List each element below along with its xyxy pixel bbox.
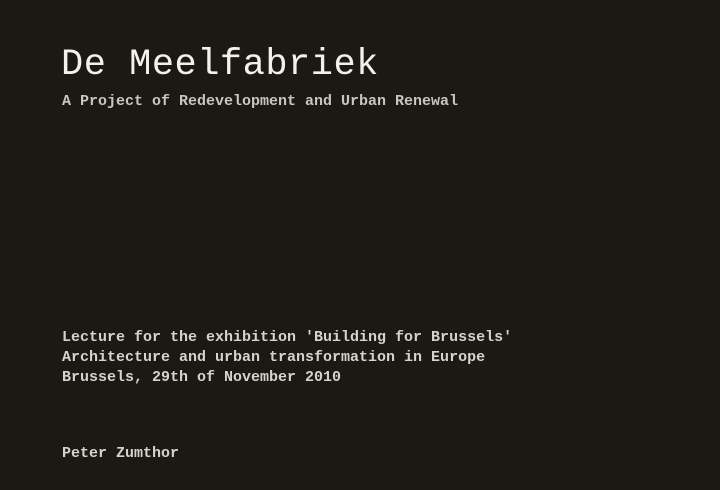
slide-title: De Meelfabriek: [61, 44, 379, 86]
lecture-info-line: Architecture and urban transformation in Europe: [62, 349, 486, 366]
lecture-info-line: Lecture for the exhibition 'Building for Brussels': [62, 329, 513, 346]
slide-subtitle: A Project of Redevelopment and Urban Renewal: [62, 93, 459, 110]
lecture-info: [62, 328, 512, 388]
author-name: Peter Zumthor: [62, 445, 180, 462]
lecture-info-line: Brussels, 29th of November 2010: [62, 369, 342, 386]
